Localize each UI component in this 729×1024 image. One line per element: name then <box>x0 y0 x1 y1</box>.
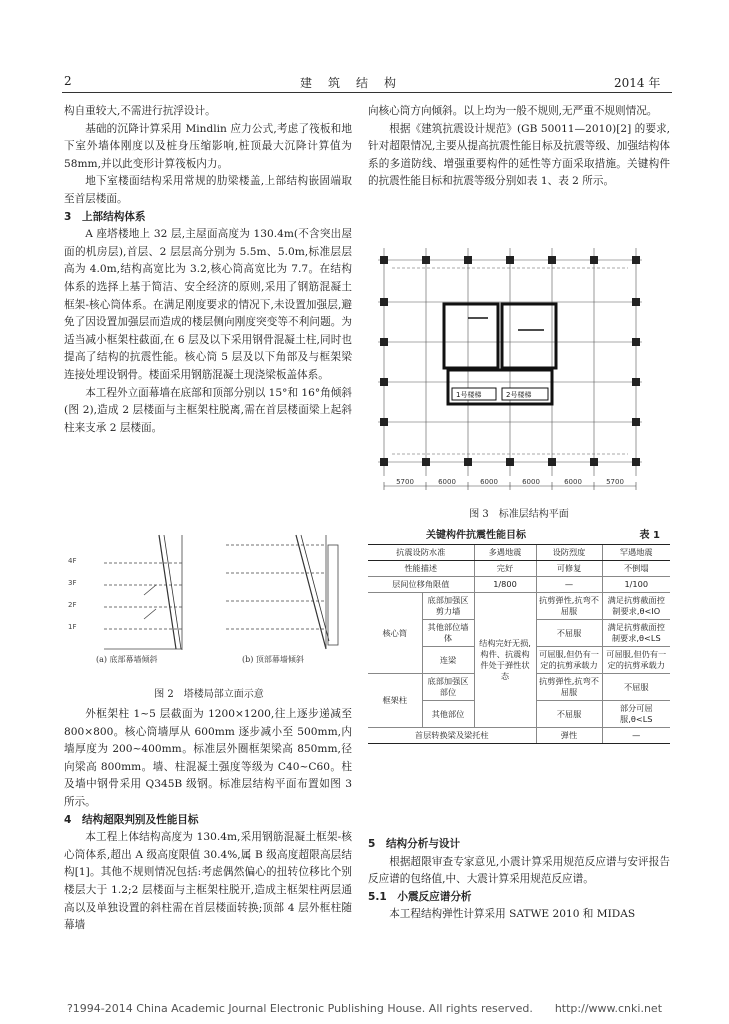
right-column-bottom <box>368 836 670 924</box>
level-label: 2F <box>68 601 77 609</box>
table-cell: 弹性 <box>536 728 602 744</box>
table-row <box>368 577 670 593</box>
table-cell: 首层转换梁及梁托柱 <box>368 728 536 744</box>
paragraph: 基础的沉降计算采用 Mindlin 应力公式,考虑了筏板和地下室外墙体刚度以及桩身压缩影响,桩顶最大沉降计算值为 58mm,并以此变形计算筏板内力。 <box>64 122 352 170</box>
table-cell: 满足抗剪截面控制要求,θ<LS <box>602 620 670 647</box>
figure-2a-drawing <box>104 535 182 650</box>
paragraph: A 座塔楼地上 32 层,主屋面高度为 130.4m(不含突出屋面的机房层),首层、2 层层高分别为 5.5m、5.0m,标准层层高为 4.0m,结构高宽比为 3.2,核心筒高宽比为 7.7。在结构体系的选择上基于简洁、安全经济的原则,采用了钢筋混凝土框架-核心筒体系。在满足刚度要求的情况下,未设置加强层,避免了因设置加强层而造成的楼层侧向刚度突变等不利问题。为适当减小框架柱截面,在 6 层及以下采用钢骨混凝土柱,同时也提高了结构的抗震性能。核心筒 5 层及以下角部及与框架梁连接处埋设钢骨。楼面采用钢筋混凝土现浇梁板盖体系。 <box>64 228 352 381</box>
figure-2b-caption: (b) 顶部幕墙倾斜 <box>242 655 304 664</box>
table-cell: 其他部位 <box>422 701 474 728</box>
stair-1-label: 1号楼梯 <box>456 391 482 399</box>
table-cell: 部分可屈服,θ<LS <box>602 701 670 728</box>
left-column-top <box>64 103 352 437</box>
table-cell: — <box>602 728 670 744</box>
table-cell: 可屈服,但仍有一定的抗剪承载力 <box>536 647 602 674</box>
table-cell: 结构完好无损,构件、抗震构件处于弹性状态 <box>474 593 536 728</box>
table-cell: 1/800 <box>474 577 536 593</box>
figure-2-elevation <box>64 515 354 665</box>
table-cell: 抗剪弹性,抗弯不屈服 <box>536 593 602 620</box>
figure-3-caption: 图 3 标准层结构平面 <box>469 509 569 520</box>
section-heading-4: 4 结构超限判别及性能目标 <box>64 813 199 826</box>
table-1-title: 关键构件抗震性能目标 <box>426 530 526 541</box>
section-heading-5: 5 结构分析与设计 <box>368 838 461 850</box>
left-column-bottom <box>64 706 352 935</box>
paragraph: 向核心筒方向倾斜。以上均为一般不规则,无严重不规则情况。 <box>368 105 658 117</box>
table-cell: 可修复 <box>536 561 602 577</box>
table-cell: 不屈服 <box>536 620 602 647</box>
stair-2-label: 2号楼梯 <box>506 391 532 399</box>
paragraph: 构自重较大,不需进行抗浮设计。 <box>64 105 216 117</box>
paragraph: 根据《建筑抗震设计规范》(GB 50011—2010)[2] 的要求,针对超限情况,主要从提高抗震性能目标及抗震等级、加强结构体系的多道防线、增强重要构件的延性等方面采取措施。关键构件的抗震性能目标和抗震等级分别如表 1、表 2 所示。 <box>368 122 670 188</box>
table-cell: 不屈服 <box>602 674 670 701</box>
section-heading-5-1: 5.1 小震反应谱分析 <box>368 890 472 903</box>
table-row <box>368 593 670 620</box>
paragraph: 外框架柱 1~5 层截面为 1200×1200,往上逐步递减至 800×800。核心筒墙厚从 600mm 逐步减小至 500mm,内墙厚度为 200~400mm。标准层外圈框架梁高 850mm,径向梁高 800mm。墙、柱混凝土强度等级为 C40~C60。柱及墙中钢骨采用 Q345B 级钢。标准层结构平面布置如图 3 所示。 <box>64 708 352 808</box>
table-cell: 层间位移角限值 <box>368 577 474 593</box>
table-row <box>368 728 670 744</box>
table-cell: — <box>536 577 602 593</box>
table-cell: 框架柱 <box>368 674 422 728</box>
grid-lines <box>378 248 642 476</box>
figure-2-caption: 图 2 塔楼局部立面示意 <box>154 689 264 700</box>
figure-2b-drawing <box>226 535 338 649</box>
figure-3-floor-plan <box>368 238 670 500</box>
table-cell: 多遇地震 <box>474 545 536 561</box>
table-cell: 不倒塌 <box>602 561 670 577</box>
table-cell: 1/100 <box>602 577 670 593</box>
dimension-text: 6000 <box>564 478 582 486</box>
table-cell: 底部加强区剪力墙 <box>422 593 474 620</box>
journal-year: 2014 年 <box>614 76 661 90</box>
level-label: 3F <box>68 579 77 587</box>
table-cell: 其他部位墙体 <box>422 620 474 647</box>
table-1 <box>368 544 670 744</box>
paragraph: 本工程上体结构高度为 130.4m,采用钢筋混凝土框架-核心筒体系,超出 A 级高度限值 30.4%,属 B 级高度超限高层结构[1]。其他不规则情况包括:考虑偶然偏心的扭转位移比个别楼层大于 1.2;2 层楼面与主框架柱脱开,造成主框架柱两层通高以及单独设置的斜柱需在首层楼面转换;顶部 4 层外框柱随幕墙 <box>64 831 352 932</box>
table-cell: 连梁 <box>422 647 474 674</box>
table-cell: 可屈服,但仍有一定的抗剪承载力 <box>602 647 670 674</box>
page-number: 2 <box>64 74 72 88</box>
copyright-footer: ?1994-2014 China Academic Journal Electronic Publishing House. All rights reserved. http://www.cnki.net <box>66 1002 663 1015</box>
table-cell: 核心筒 <box>368 593 422 674</box>
paragraph: 本工程外立面幕墙在底部和顶部分别以 15°和 16°角倾斜(图 2),造成 2 层楼面与主框架柱脱离,需在首层楼面梁上起斜柱来支承 2 层楼面。 <box>64 386 352 434</box>
table-cell: 设防烈度 <box>536 545 602 561</box>
table-cell: 不屈服 <box>536 701 602 728</box>
table-row <box>368 561 670 577</box>
dimension-text: 6000 <box>522 478 540 486</box>
table-cell: 抗剪弹性,抗弯不屈服 <box>536 674 602 701</box>
section-heading-3: 3 上部结构体系 <box>64 210 146 223</box>
paragraph: 本工程结构弹性计算采用 SATWE 2010 和 MIDAS <box>389 908 636 921</box>
dimension-text: 5700 <box>606 478 624 486</box>
table-cell: 满足抗剪截面控制要求,θ<IO <box>602 593 670 620</box>
table-row <box>368 545 670 561</box>
paragraph: 地下室楼面结构采用常规的肋梁楼盖,上部结构嵌固端取至首层楼面。 <box>64 175 352 205</box>
level-label: 4F <box>68 557 77 565</box>
journal-title: 建 筑 结 构 <box>300 76 399 90</box>
right-column-top <box>368 103 670 191</box>
figure-2a-caption: (a) 底部幕墙倾斜 <box>96 655 158 664</box>
paragraph: 根据超限审查专家意见,小震计算采用规范反应谱与安评报告反应谱的包络值,中、大震计算采用规范反应谱。 <box>368 855 670 886</box>
level-label: 1F <box>68 623 77 631</box>
dimension-line <box>384 482 636 490</box>
table-cell: 完好 <box>474 561 536 577</box>
dimension-text: 5700 <box>396 478 414 486</box>
table-1-label: 表 1 <box>639 530 660 541</box>
table-cell: 罕遇地震 <box>602 545 670 561</box>
dimension-text: 6000 <box>480 478 498 486</box>
table-cell: 底部加强区部位 <box>422 674 474 701</box>
table-cell: 性能描述 <box>368 561 474 577</box>
table-cell: 抗震设防水准 <box>368 545 474 561</box>
header-rule <box>62 92 672 93</box>
dimension-text: 6000 <box>438 478 456 486</box>
